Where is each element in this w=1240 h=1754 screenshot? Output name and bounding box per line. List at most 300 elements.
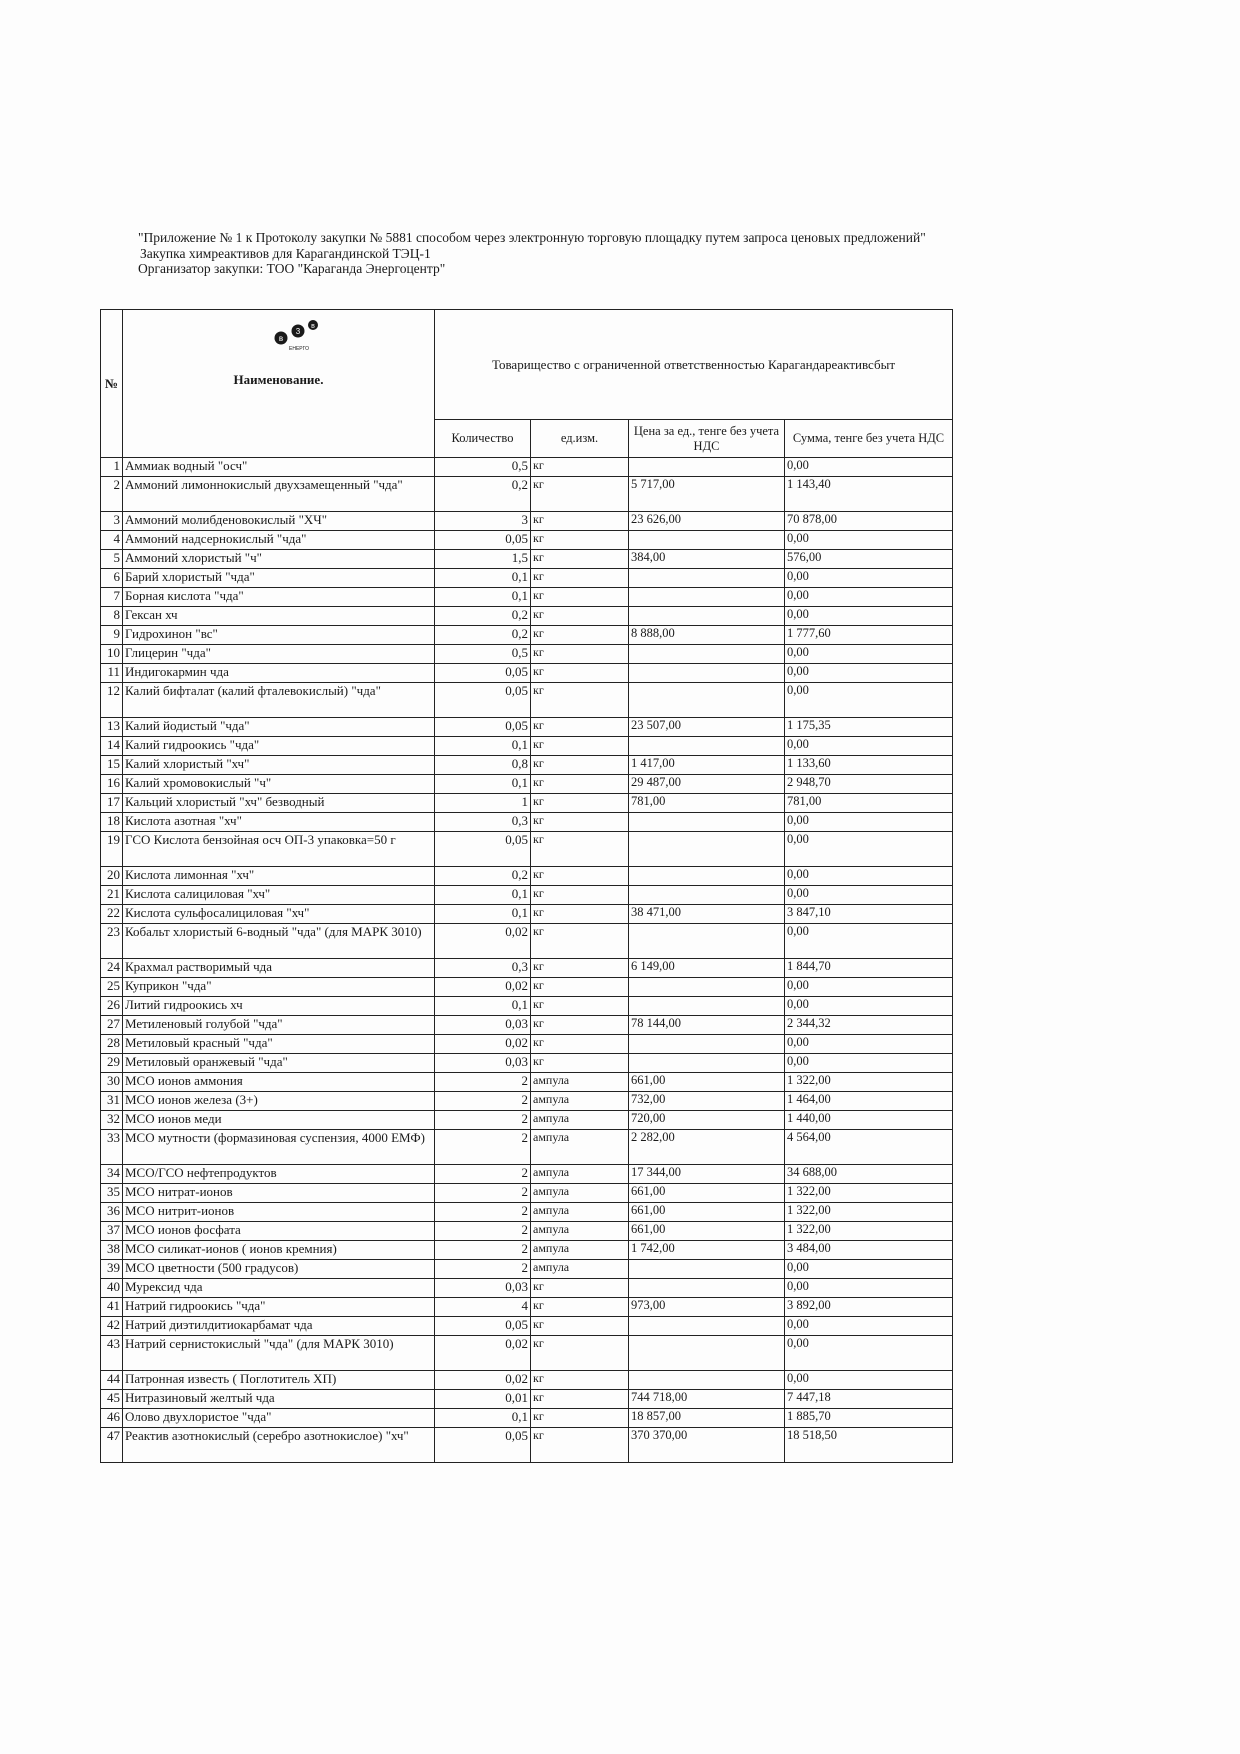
item-name-cell: МСО ионов фосфата bbox=[123, 1222, 435, 1241]
table-row bbox=[101, 775, 953, 794]
quantity-cell: 3 bbox=[435, 512, 531, 531]
item-name-cell: МСО цветности (500 градусов) bbox=[123, 1260, 435, 1279]
item-name-cell: Нитразиновый желтый чда bbox=[123, 1390, 435, 1409]
unit-price-cell bbox=[629, 886, 785, 905]
quantity-cell: 0,2 bbox=[435, 477, 531, 512]
item-name-cell: Метиловый оранжевый "чда" bbox=[123, 1054, 435, 1073]
item-name-cell: МСО мутности (формазиновая суспензия, 4000 ЕМФ) bbox=[123, 1130, 435, 1165]
unit-price-cell: 8 888,00 bbox=[629, 626, 785, 645]
unit-cell: кг bbox=[531, 588, 629, 607]
unit-cell: кг bbox=[531, 569, 629, 588]
unit-cell: кг bbox=[531, 978, 629, 997]
unit-cell: кг bbox=[531, 756, 629, 775]
column-header-unit: ед.изм. bbox=[531, 420, 629, 458]
item-name-cell: Мурексид чда bbox=[123, 1279, 435, 1298]
line-sum-cell: 0,00 bbox=[785, 607, 953, 626]
table-row bbox=[101, 607, 953, 626]
line-sum-cell: 1 464,00 bbox=[785, 1092, 953, 1111]
quantity-cell: 0,02 bbox=[435, 978, 531, 997]
unit-price-cell: 18 857,00 bbox=[629, 1409, 785, 1428]
table-row bbox=[101, 645, 953, 664]
item-name-cell: МСО силикат-ионов ( ионов кремния) bbox=[123, 1241, 435, 1260]
line-sum-cell: 1 133,60 bbox=[785, 756, 953, 775]
unit-price-cell bbox=[629, 997, 785, 1016]
quantity-cell: 0,05 bbox=[435, 718, 531, 737]
row-number-cell: 18 bbox=[101, 813, 123, 832]
table-row bbox=[101, 867, 953, 886]
line-sum-cell: 0,00 bbox=[785, 664, 953, 683]
unit-price-cell: 370 370,00 bbox=[629, 1428, 785, 1463]
quantity-cell: 0,05 bbox=[435, 1317, 531, 1336]
column-header-number: № bbox=[101, 310, 123, 458]
quantity-cell: 0,02 bbox=[435, 1371, 531, 1390]
unit-price-cell: 6 149,00 bbox=[629, 959, 785, 978]
row-number-cell: 10 bbox=[101, 645, 123, 664]
item-name-cell: Кислота азотная "хч" bbox=[123, 813, 435, 832]
row-number-cell: 9 bbox=[101, 626, 123, 645]
table-row bbox=[101, 1241, 953, 1260]
item-name-cell: Кобальт хлористый 6-водный "чда" (для МАРК 3010) bbox=[123, 924, 435, 959]
unit-cell: кг bbox=[531, 1317, 629, 1336]
table-row bbox=[101, 1130, 953, 1165]
unit-cell: кг bbox=[531, 1035, 629, 1054]
table-row bbox=[101, 458, 953, 477]
unit-cell: ампула bbox=[531, 1092, 629, 1111]
unit-price-cell: 384,00 bbox=[629, 550, 785, 569]
row-number-cell: 37 bbox=[101, 1222, 123, 1241]
item-name-cell: Аммоний надсернокислый "чда" bbox=[123, 531, 435, 550]
unit-price-cell: 661,00 bbox=[629, 1222, 785, 1241]
document-header bbox=[138, 230, 998, 277]
table-body bbox=[101, 458, 953, 1463]
item-name-cell: Метиловый красный "чда" bbox=[123, 1035, 435, 1054]
line-sum-cell: 0,00 bbox=[785, 997, 953, 1016]
table-row bbox=[101, 588, 953, 607]
line-sum-cell: 781,00 bbox=[785, 794, 953, 813]
item-name-cell: Аммоний молибденовокислый "ХЧ" bbox=[123, 512, 435, 531]
item-name-cell: Калий йодистый "чда" bbox=[123, 718, 435, 737]
table-row bbox=[101, 1317, 953, 1336]
row-number-cell: 40 bbox=[101, 1279, 123, 1298]
unit-price-cell bbox=[629, 458, 785, 477]
unit-cell: ампула bbox=[531, 1222, 629, 1241]
unit-cell: кг bbox=[531, 737, 629, 756]
unit-cell: кг bbox=[531, 607, 629, 626]
quantity-cell: 0,2 bbox=[435, 626, 531, 645]
line-sum-cell: 0,00 bbox=[785, 531, 953, 550]
quantity-cell: 0,05 bbox=[435, 1428, 531, 1463]
quantity-cell: 2 bbox=[435, 1111, 531, 1130]
line-sum-cell: 3 892,00 bbox=[785, 1298, 953, 1317]
item-name-cell: МСО/ГСО нефтепродуктов bbox=[123, 1165, 435, 1184]
line-sum-cell: 0,00 bbox=[785, 645, 953, 664]
unit-price-cell bbox=[629, 813, 785, 832]
table-row bbox=[101, 1260, 953, 1279]
row-number-cell: 46 bbox=[101, 1409, 123, 1428]
unit-cell: ампула bbox=[531, 1111, 629, 1130]
table-row bbox=[101, 1279, 953, 1298]
quantity-cell: 0,3 bbox=[435, 959, 531, 978]
table-row bbox=[101, 1409, 953, 1428]
supplier-header: Товарищество с ограниченной ответственностью Карагандареактивсбыт bbox=[435, 310, 953, 420]
table-row bbox=[101, 794, 953, 813]
line-sum-cell: 0,00 bbox=[785, 683, 953, 718]
line-sum-cell: 1 885,70 bbox=[785, 1409, 953, 1428]
unit-cell: кг bbox=[531, 626, 629, 645]
row-number-cell: 28 bbox=[101, 1035, 123, 1054]
table-row bbox=[101, 1092, 953, 1111]
table-row bbox=[101, 737, 953, 756]
item-name-cell: Гексан хч bbox=[123, 607, 435, 626]
row-number-cell: 21 bbox=[101, 886, 123, 905]
table-row bbox=[101, 832, 953, 867]
table-row bbox=[101, 1203, 953, 1222]
column-header-price: Цена за ед., тенге без учета НДС bbox=[629, 420, 785, 458]
unit-cell: ампула bbox=[531, 1241, 629, 1260]
row-number-cell: 12 bbox=[101, 683, 123, 718]
quantity-cell: 1 bbox=[435, 794, 531, 813]
line-sum-cell: 4 564,00 bbox=[785, 1130, 953, 1165]
quantity-cell: 0,1 bbox=[435, 997, 531, 1016]
unit-price-cell bbox=[629, 683, 785, 718]
table-row bbox=[101, 1336, 953, 1371]
quantity-cell: 0,03 bbox=[435, 1016, 531, 1035]
price-table bbox=[100, 309, 953, 1463]
unit-price-cell: 781,00 bbox=[629, 794, 785, 813]
quantity-cell: 0,8 bbox=[435, 756, 531, 775]
unit-cell: ампула bbox=[531, 1203, 629, 1222]
row-number-cell: 22 bbox=[101, 905, 123, 924]
unit-cell: кг bbox=[531, 458, 629, 477]
unit-cell: кг bbox=[531, 1279, 629, 1298]
line-sum-cell: 1 143,40 bbox=[785, 477, 953, 512]
unit-cell: кг bbox=[531, 886, 629, 905]
row-number-cell: 43 bbox=[101, 1336, 123, 1371]
quantity-cell: 0,1 bbox=[435, 775, 531, 794]
quantity-cell: 0,1 bbox=[435, 737, 531, 756]
line-sum-cell: 18 518,50 bbox=[785, 1428, 953, 1463]
item-name-cell: Калий гидроокись "чда" bbox=[123, 737, 435, 756]
appendix-title: "Приложение № 1 к Протоколу закупки № 5881 способом через электронную торговую площадку путем запроса ценовых предложений" bbox=[138, 230, 926, 245]
quantity-cell: 0,3 bbox=[435, 813, 531, 832]
unit-price-cell: 732,00 bbox=[629, 1092, 785, 1111]
table-row bbox=[101, 512, 953, 531]
line-sum-cell: 1 322,00 bbox=[785, 1222, 953, 1241]
svg-text:в: в bbox=[311, 323, 315, 330]
item-name-cell: МСО ионов меди bbox=[123, 1111, 435, 1130]
table-row bbox=[101, 569, 953, 588]
quantity-cell: 0,1 bbox=[435, 588, 531, 607]
unit-cell: кг bbox=[531, 1428, 629, 1463]
table-row bbox=[101, 1298, 953, 1317]
line-sum-cell: 1 175,35 bbox=[785, 718, 953, 737]
unit-cell: кг bbox=[531, 1371, 629, 1390]
unit-price-cell: 38 471,00 bbox=[629, 905, 785, 924]
item-name-cell: Кальций хлористый "хч" безводный bbox=[123, 794, 435, 813]
item-name-cell: Барий хлористый "чда" bbox=[123, 569, 435, 588]
unit-price-cell bbox=[629, 978, 785, 997]
row-number-cell: 7 bbox=[101, 588, 123, 607]
item-name-cell: Калий бифталат (калий фталевокислый) "чда" bbox=[123, 683, 435, 718]
quantity-cell: 2 bbox=[435, 1165, 531, 1184]
table-row bbox=[101, 886, 953, 905]
table-row bbox=[101, 1073, 953, 1092]
quantity-cell: 0,05 bbox=[435, 832, 531, 867]
line-sum-cell: 0,00 bbox=[785, 832, 953, 867]
unit-cell: кг bbox=[531, 1409, 629, 1428]
table-row bbox=[101, 1371, 953, 1390]
row-number-cell: 6 bbox=[101, 569, 123, 588]
unit-price-cell bbox=[629, 867, 785, 886]
unit-price-cell bbox=[629, 1279, 785, 1298]
quantity-cell: 0,2 bbox=[435, 607, 531, 626]
row-number-cell: 17 bbox=[101, 794, 123, 813]
unit-price-cell bbox=[629, 1054, 785, 1073]
table-row bbox=[101, 1035, 953, 1054]
table-row bbox=[101, 978, 953, 997]
item-name-cell: Натрий диэтилдитиокарбамат чда bbox=[123, 1317, 435, 1336]
unit-price-cell: 661,00 bbox=[629, 1073, 785, 1092]
unit-cell: кг bbox=[531, 645, 629, 664]
item-name-cell: МСО нитрат-ионов bbox=[123, 1184, 435, 1203]
line-sum-cell: 0,00 bbox=[785, 1336, 953, 1371]
row-number-cell: 31 bbox=[101, 1092, 123, 1111]
unit-price-cell bbox=[629, 664, 785, 683]
quantity-cell: 0,02 bbox=[435, 1035, 531, 1054]
procurement-subject: Закупка химреактивов для Карагандинской ТЭЦ-1 bbox=[140, 245, 431, 261]
line-sum-cell: 0,00 bbox=[785, 1260, 953, 1279]
company-logo-icon bbox=[273, 320, 323, 354]
unit-cell: кг bbox=[531, 997, 629, 1016]
unit-cell: кг bbox=[531, 477, 629, 512]
quantity-cell: 0,1 bbox=[435, 905, 531, 924]
item-name-cell: Литий гидроокись хч bbox=[123, 997, 435, 1016]
table-row bbox=[101, 664, 953, 683]
unit-cell: кг bbox=[531, 1054, 629, 1073]
row-number-cell: 27 bbox=[101, 1016, 123, 1035]
table-row bbox=[101, 1428, 953, 1463]
row-number-cell: 36 bbox=[101, 1203, 123, 1222]
line-sum-cell: 0,00 bbox=[785, 1317, 953, 1336]
item-name-cell: Борная кислота "чда" bbox=[123, 588, 435, 607]
row-number-cell: 15 bbox=[101, 756, 123, 775]
unit-price-cell: 5 717,00 bbox=[629, 477, 785, 512]
table-row bbox=[101, 1184, 953, 1203]
row-number-cell: 32 bbox=[101, 1111, 123, 1130]
unit-cell: кг bbox=[531, 832, 629, 867]
unit-cell: кг bbox=[531, 550, 629, 569]
column-header-name bbox=[123, 310, 435, 458]
row-number-cell: 11 bbox=[101, 664, 123, 683]
line-sum-cell: 0,00 bbox=[785, 813, 953, 832]
line-sum-cell: 0,00 bbox=[785, 588, 953, 607]
svg-text:3: 3 bbox=[295, 327, 301, 336]
column-header-sum: Сумма, тенге без учета НДС bbox=[785, 420, 953, 458]
line-sum-cell: 0,00 bbox=[785, 886, 953, 905]
quantity-cell: 2 bbox=[435, 1130, 531, 1165]
line-sum-cell: 3 484,00 bbox=[785, 1241, 953, 1260]
unit-cell: кг bbox=[531, 867, 629, 886]
unit-price-cell bbox=[629, 832, 785, 867]
item-name-cell: МСО нитрит-ионов bbox=[123, 1203, 435, 1222]
item-name-cell: Кислота сульфосалициловая "хч" bbox=[123, 905, 435, 924]
row-number-cell: 14 bbox=[101, 737, 123, 756]
table-row bbox=[101, 1165, 953, 1184]
unit-price-cell bbox=[629, 1317, 785, 1336]
line-sum-cell: 1 777,60 bbox=[785, 626, 953, 645]
line-sum-cell: 1 844,70 bbox=[785, 959, 953, 978]
item-name-cell: Патронная известь ( Поглотитель ХП) bbox=[123, 1371, 435, 1390]
item-name-cell: Аммиак водный "осч" bbox=[123, 458, 435, 477]
row-number-cell: 24 bbox=[101, 959, 123, 978]
unit-cell: ампула bbox=[531, 1165, 629, 1184]
unit-price-cell bbox=[629, 531, 785, 550]
row-number-cell: 19 bbox=[101, 832, 123, 867]
line-sum-cell: 0,00 bbox=[785, 1371, 953, 1390]
quantity-cell: 2 bbox=[435, 1203, 531, 1222]
quantity-cell: 2 bbox=[435, 1260, 531, 1279]
item-name-cell: Глицерин "чда" bbox=[123, 645, 435, 664]
unit-price-cell: 23 507,00 bbox=[629, 718, 785, 737]
svg-text:ЕНЕРГО: ЕНЕРГО bbox=[289, 346, 309, 352]
line-sum-cell: 1 322,00 bbox=[785, 1073, 953, 1092]
quantity-cell: 2 bbox=[435, 1184, 531, 1203]
unit-cell: кг bbox=[531, 664, 629, 683]
unit-price-cell bbox=[629, 588, 785, 607]
unit-price-cell bbox=[629, 607, 785, 626]
unit-price-cell bbox=[629, 645, 785, 664]
unit-cell: кг bbox=[531, 794, 629, 813]
table-row bbox=[101, 1054, 953, 1073]
quantity-cell: 0,05 bbox=[435, 683, 531, 718]
procurement-organizer: Организатор закупки: ТОО "Караганда Энергоцентр" bbox=[138, 261, 446, 276]
row-number-cell: 4 bbox=[101, 531, 123, 550]
quantity-cell: 2 bbox=[435, 1092, 531, 1111]
unit-price-cell: 2 282,00 bbox=[629, 1130, 785, 1165]
quantity-cell: 0,03 bbox=[435, 1054, 531, 1073]
quantity-cell: 0,1 bbox=[435, 886, 531, 905]
table-row bbox=[101, 813, 953, 832]
quantity-cell: 0,05 bbox=[435, 531, 531, 550]
row-number-cell: 13 bbox=[101, 718, 123, 737]
line-sum-cell: 0,00 bbox=[785, 924, 953, 959]
quantity-cell: 0,02 bbox=[435, 924, 531, 959]
unit-price-cell bbox=[629, 1260, 785, 1279]
quantity-cell: 2 bbox=[435, 1241, 531, 1260]
line-sum-cell: 1 322,00 bbox=[785, 1203, 953, 1222]
item-name-cell: Кислота лимонная "хч" bbox=[123, 867, 435, 886]
quantity-cell: 0,5 bbox=[435, 458, 531, 477]
unit-price-cell: 973,00 bbox=[629, 1298, 785, 1317]
item-name-cell: Калий хромовокислый "ч" bbox=[123, 775, 435, 794]
row-number-cell: 20 bbox=[101, 867, 123, 886]
table-row bbox=[101, 959, 953, 978]
quantity-cell: 0,05 bbox=[435, 664, 531, 683]
unit-price-cell: 17 344,00 bbox=[629, 1165, 785, 1184]
item-name-cell: Калий хлористый "хч" bbox=[123, 756, 435, 775]
unit-price-cell: 1 417,00 bbox=[629, 756, 785, 775]
line-sum-cell: 0,00 bbox=[785, 1035, 953, 1054]
line-sum-cell: 0,00 bbox=[785, 867, 953, 886]
row-number-cell: 16 bbox=[101, 775, 123, 794]
row-number-cell: 34 bbox=[101, 1165, 123, 1184]
item-name-cell: Индигокармин чда bbox=[123, 664, 435, 683]
item-name-cell: Аммоний хлористый "ч" bbox=[123, 550, 435, 569]
row-number-cell: 44 bbox=[101, 1371, 123, 1390]
row-number-cell: 35 bbox=[101, 1184, 123, 1203]
line-sum-cell: 0,00 bbox=[785, 737, 953, 756]
table-row bbox=[101, 905, 953, 924]
row-number-cell: 33 bbox=[101, 1130, 123, 1165]
unit-price-cell bbox=[629, 1336, 785, 1371]
row-number-cell: 2 bbox=[101, 477, 123, 512]
table-row bbox=[101, 626, 953, 645]
line-sum-cell: 0,00 bbox=[785, 1054, 953, 1073]
line-sum-cell: 0,00 bbox=[785, 978, 953, 997]
quantity-cell: 2 bbox=[435, 1073, 531, 1092]
unit-price-cell: 78 144,00 bbox=[629, 1016, 785, 1035]
unit-cell: кг bbox=[531, 1390, 629, 1409]
item-name-cell: Натрий гидроокись "чда" bbox=[123, 1298, 435, 1317]
unit-cell: кг bbox=[531, 1016, 629, 1035]
row-number-cell: 3 bbox=[101, 512, 123, 531]
line-sum-cell: 2 948,70 bbox=[785, 775, 953, 794]
row-number-cell: 25 bbox=[101, 978, 123, 997]
table-row bbox=[101, 683, 953, 718]
item-name-cell: Метиленовый голубой "чда" bbox=[123, 1016, 435, 1035]
unit-price-cell bbox=[629, 737, 785, 756]
unit-cell: кг bbox=[531, 924, 629, 959]
line-sum-cell: 1 322,00 bbox=[785, 1184, 953, 1203]
row-number-cell: 5 bbox=[101, 550, 123, 569]
unit-price-cell: 661,00 bbox=[629, 1203, 785, 1222]
unit-cell: ампула bbox=[531, 1073, 629, 1092]
unit-price-cell bbox=[629, 1371, 785, 1390]
quantity-cell: 0,03 bbox=[435, 1279, 531, 1298]
unit-price-cell: 744 718,00 bbox=[629, 1390, 785, 1409]
line-sum-cell: 7 447,18 bbox=[785, 1390, 953, 1409]
svg-text:в: в bbox=[278, 334, 284, 343]
row-number-cell: 41 bbox=[101, 1298, 123, 1317]
row-number-cell: 26 bbox=[101, 997, 123, 1016]
table-row bbox=[101, 924, 953, 959]
table-row bbox=[101, 756, 953, 775]
line-sum-cell: 34 688,00 bbox=[785, 1165, 953, 1184]
table-row bbox=[101, 1222, 953, 1241]
item-name-cell: Реактив азотнокислый (серебро азотнокислое) "хч" bbox=[123, 1428, 435, 1463]
quantity-cell: 0,5 bbox=[435, 645, 531, 664]
line-sum-cell: 0,00 bbox=[785, 1279, 953, 1298]
quantity-cell: 0,1 bbox=[435, 569, 531, 588]
item-name-cell: Кислота салициловая "хч" bbox=[123, 886, 435, 905]
item-name-cell: ГСО Кислота бензойная осч ОП-3 упаковка=50 г bbox=[123, 832, 435, 867]
unit-cell: ампула bbox=[531, 1260, 629, 1279]
row-number-cell: 8 bbox=[101, 607, 123, 626]
unit-cell: кг bbox=[531, 718, 629, 737]
item-name-cell: Крахмал растворимый чда bbox=[123, 959, 435, 978]
unit-cell: кг bbox=[531, 1336, 629, 1371]
row-number-cell: 30 bbox=[101, 1073, 123, 1092]
column-header-quantity: Количество bbox=[435, 420, 531, 458]
quantity-cell: 4 bbox=[435, 1298, 531, 1317]
row-number-cell: 23 bbox=[101, 924, 123, 959]
unit-cell: кг bbox=[531, 1298, 629, 1317]
unit-price-cell bbox=[629, 924, 785, 959]
unit-price-cell bbox=[629, 1035, 785, 1054]
item-name-cell: МСО ионов аммония bbox=[123, 1073, 435, 1092]
item-name-cell: Аммоний лимоннокислый двухзамещенный "чда" bbox=[123, 477, 435, 512]
item-name-cell: Куприкон "чда" bbox=[123, 978, 435, 997]
